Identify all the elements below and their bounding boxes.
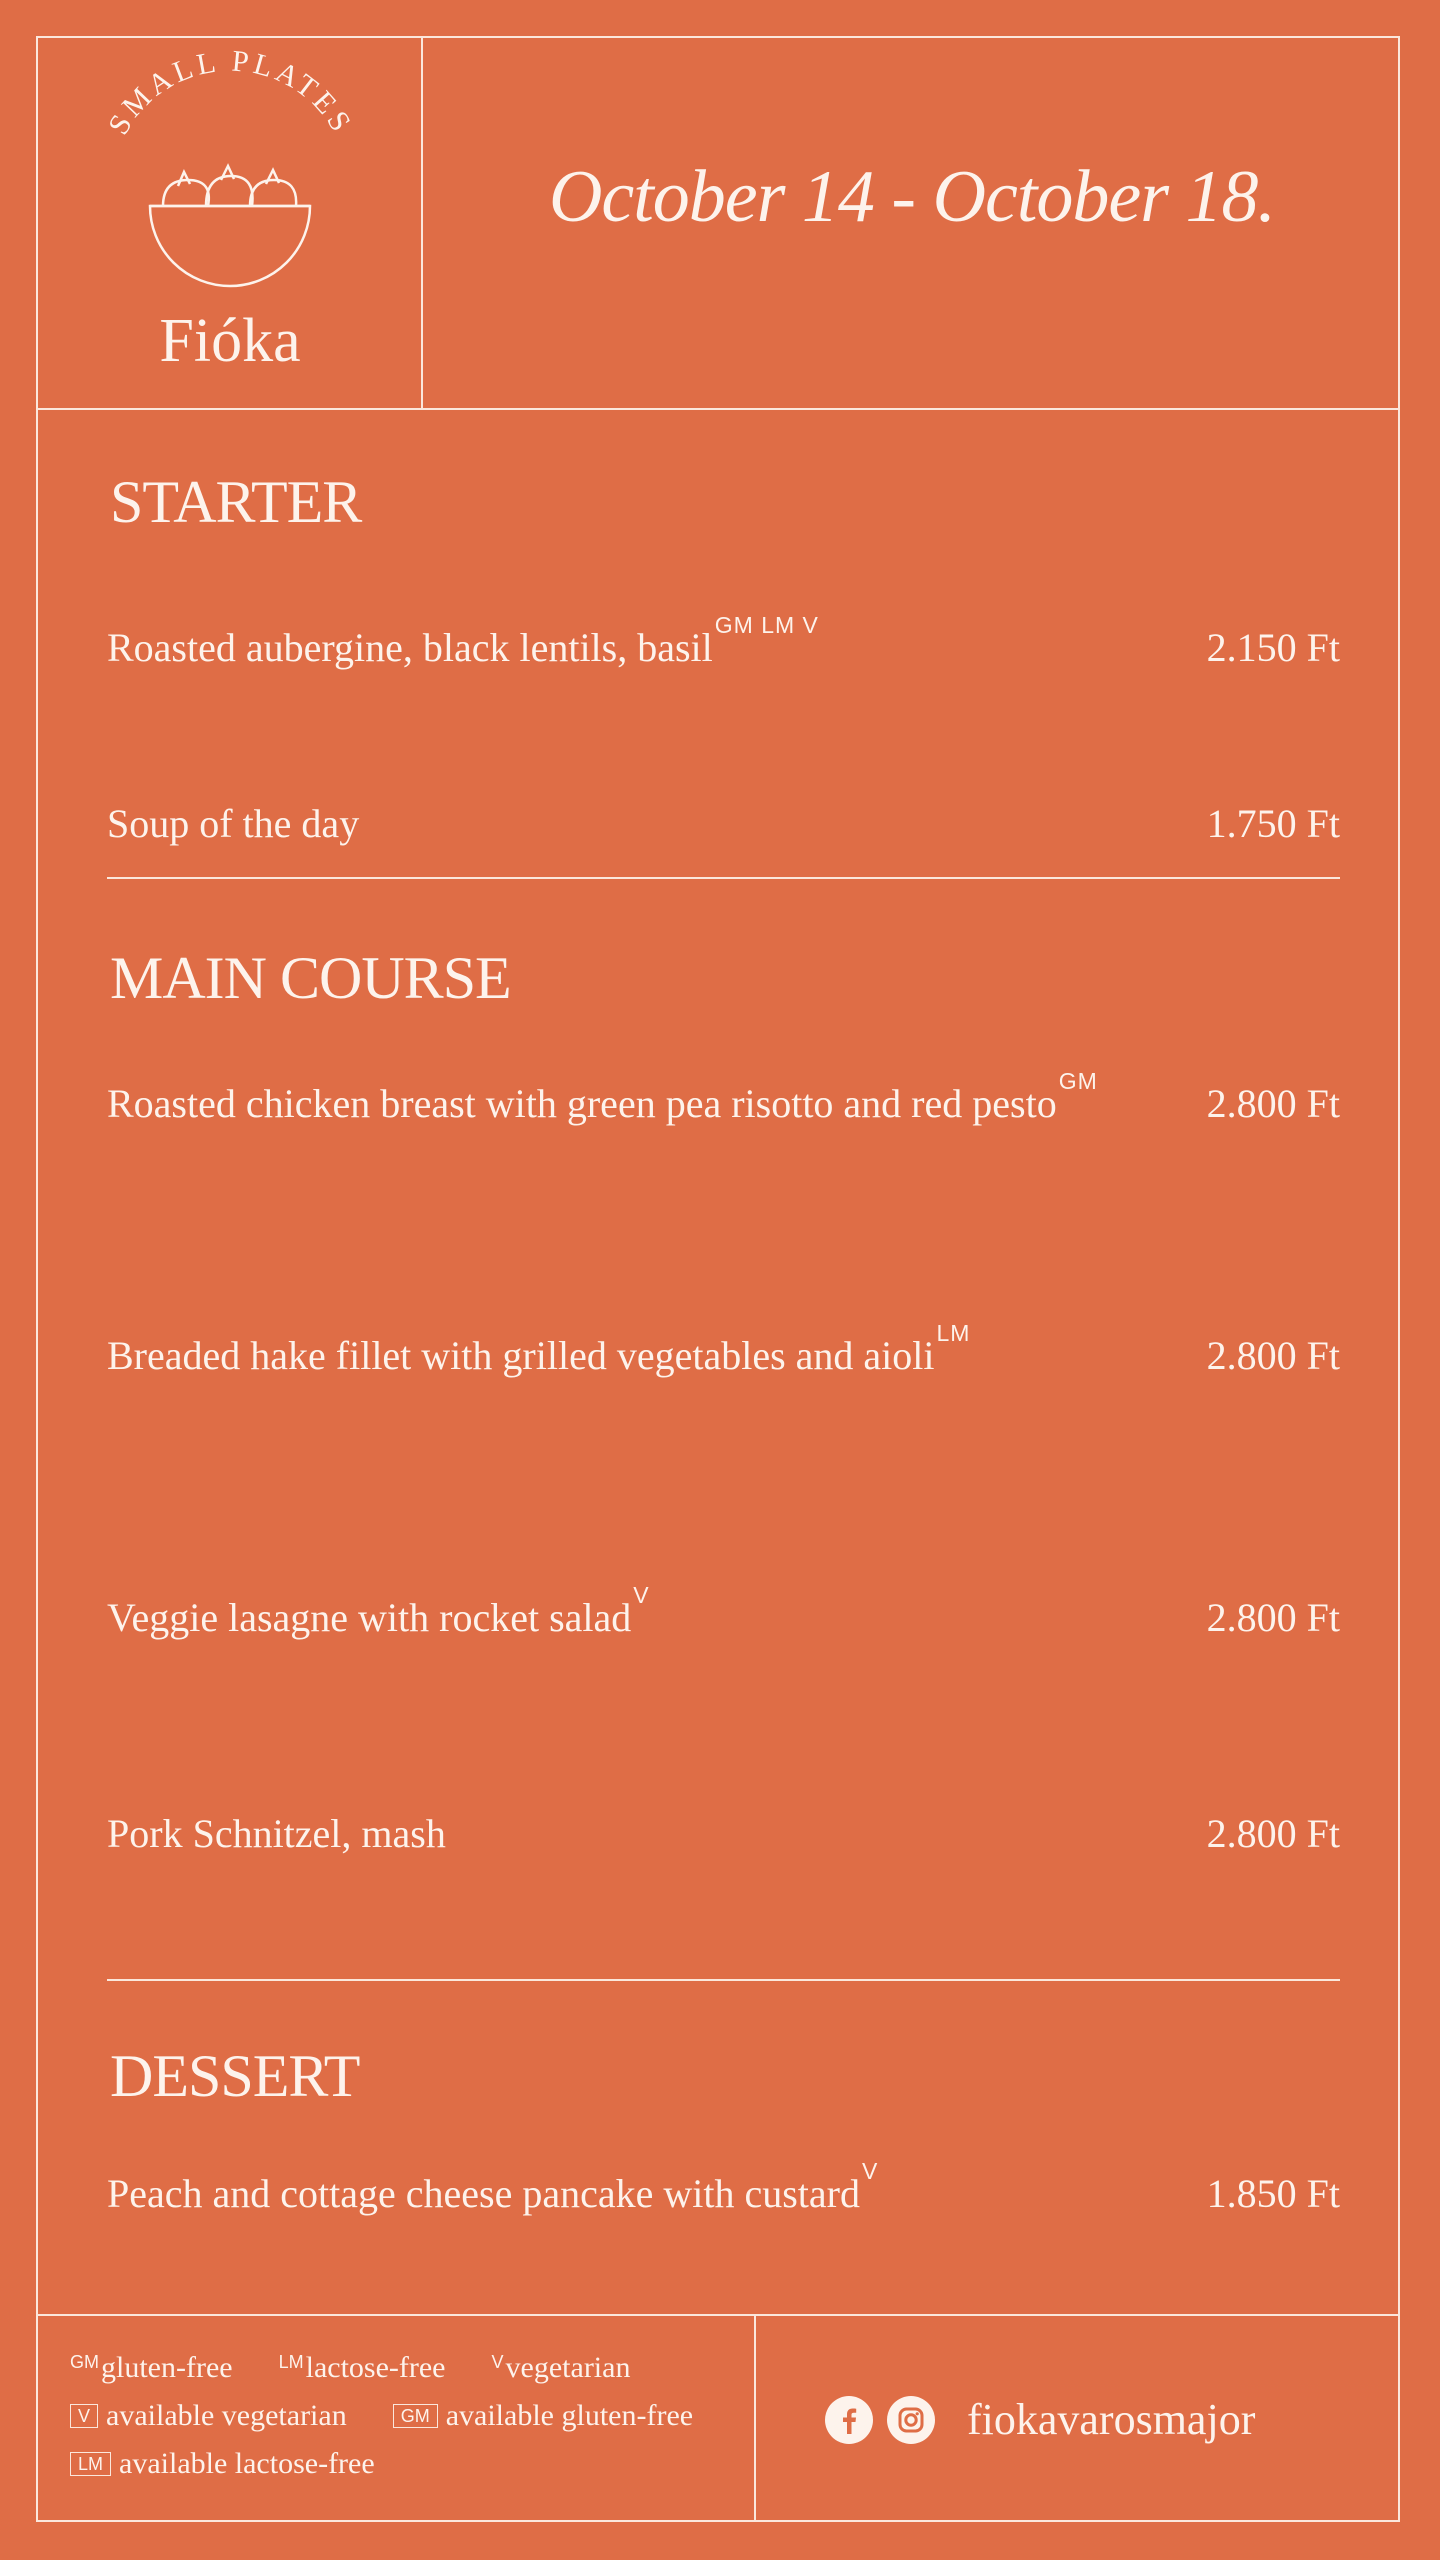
menu-item [107,1582,1340,1641]
facebook-icon[interactable] [825,2396,873,2444]
legend-label: available gluten-free [445,2399,694,2432]
item-price: 2.150 Ft [1206,625,1340,670]
footer-divider [36,2314,1400,2316]
legend-boxed-code: V [70,2404,98,2428]
menu-item [107,800,1340,847]
legend-label: gluten-free [101,2351,233,2384]
item-name: Breaded hake fillet with grilled vegetables and aioli [107,1333,935,1378]
item-price: 2.800 Ft [1206,1595,1340,1640]
item-tags: GM LM V [714,612,819,638]
legend-boxed-code: GM [393,2404,438,2428]
logo [38,38,422,408]
item-tags: V [633,1582,650,1608]
instagram-icon[interactable] [887,2396,935,2444]
item-price: 1.750 Ft [1206,801,1340,846]
legend-label: lactose-free [305,2351,446,2384]
legend-code: GM [70,2352,99,2372]
social-links [825,2394,1255,2445]
item-price: 1.850 Ft [1206,2171,1340,2216]
item-price: 2.800 Ft [1206,1333,1340,1378]
social-handle[interactable]: fiokavarosmajor [967,2395,1256,2444]
logo-tagline: SMALL PLATES [101,44,360,141]
item-name: Veggie lasagne with rocket salad [107,1595,632,1640]
item-name: Roasted chicken breast with green pea risotto and red pesto [107,1081,1057,1126]
menu-item [107,612,1340,671]
menu-item [107,1810,1340,1857]
menu-item [107,2158,1340,2217]
section-divider [107,877,1340,879]
item-tags: V [861,2158,879,2184]
svg-text:SMALL PLATES [102,45,359,141]
legend-label: available lactose-free [119,2447,375,2480]
legend-label: vegetarian [505,2351,631,2384]
item-tags: GM [1058,1068,1098,1094]
menu-dates: October 14 - October 18. [548,156,1276,238]
legend-label: available vegetarian [106,2399,347,2432]
item-name: Peach and cottage cheese pancake with custard [107,2171,860,2216]
legend-code: LM [278,2352,304,2372]
legend-boxed-code: LM [70,2452,111,2476]
section-title-main-course: MAIN COURSE [110,945,511,1011]
item-tags: LM [936,1320,971,1346]
bowl-icon [38,38,422,308]
item-name: Soup of the day [107,801,360,846]
legend-code: V [491,2352,504,2372]
menu-item [107,1068,1340,1127]
section-title-dessert: DESSERT [110,2043,360,2109]
header-divider [36,408,1400,410]
item-name: Pork Schnitzel, mash [107,1811,446,1856]
item-price: 2.800 Ft [1206,1811,1340,1856]
item-name: Roasted aubergine, black lentils, basil [107,625,713,670]
dietary-legend [70,2344,760,2488]
section-title-starter: STARTER [110,469,362,535]
item-price: 2.800 Ft [1206,1081,1340,1126]
menu-item [107,1320,1340,1379]
brand-name: Fióka [159,307,301,375]
section-divider [107,1979,1340,1981]
